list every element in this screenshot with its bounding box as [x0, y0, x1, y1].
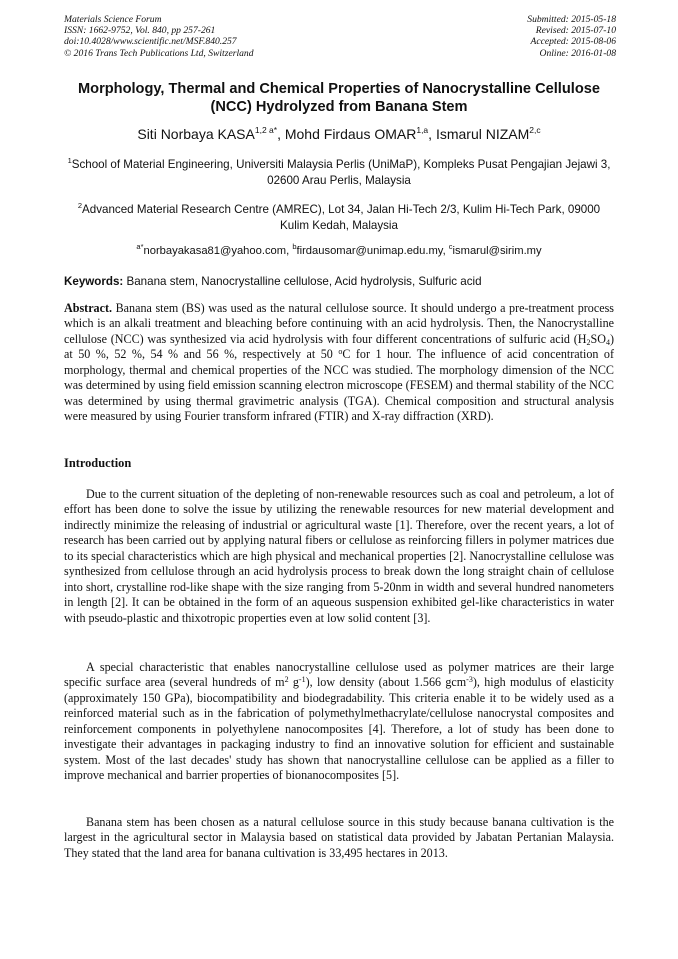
author-separator: , — [277, 126, 285, 142]
author-affiliation-mark: 1,2 a* — [254, 125, 278, 135]
author-name: Mohd Firdaus OMAR — [284, 126, 417, 142]
subscript: 4 — [605, 337, 610, 347]
journal-issn: ISSN: 1662-9752, Vol. 840, pp 257-261 — [64, 25, 216, 37]
author-separator: , — [428, 126, 436, 142]
abstract-text: Banana stem (BS) was used as the natural cellulose source. It should undergo a pre-treatment process which is an alkali treatment and bleaching before continuing with an acid hydrolysis. Then, the Nanocrystalline cellulose (NCC) was synthesized via acid hydrolysis with four different concentrations of sulfuric acid (H — [64, 301, 614, 346]
paper-title: Morphology, Thermal and Chemical Properties of Nanocrystalline Cellulose (NCC) Hydrolyzed from Banana Stem — [78, 81, 600, 115]
subscript: 2 — [586, 337, 591, 347]
superscript: o — [338, 347, 343, 357]
affiliation-text: Advanced Material Research Centre (AMREC), Lot 34, Jalan Hi-Tech 2/3, Kulim Hi-Tech Park, 09000 Kulim Kedah, Malaysia — [82, 203, 601, 232]
intro-paragraph-3: Banana stem has been chosen as a natural cellulose source in this study because banana cultivation is the largest in the agricultural sector in Malaysia based on statistical data provided by Jabatan Pertanian Malaysia. They stated that the land area for banana cultivation is 33,495 hectares in 2013. — [64, 815, 614, 860]
journal-name: Materials Science Forum — [64, 14, 162, 25]
affiliation-2 — [64, 202, 614, 234]
abstract-text: ) at 50 %, 52 %, 54 % and 56 %, respectively at 50 — [64, 331, 614, 362]
abstract-label: Abstract. — [64, 301, 113, 315]
date-revised: Revised: 2015-07-10 — [535, 25, 616, 37]
keywords-label: Keywords: — [64, 275, 124, 288]
email-address[interactable]: norbayakasa81@yahoo.com — [143, 245, 287, 257]
author-name: Ismarul NIZAM — [435, 126, 530, 142]
date-submitted: Submitted: 2015-05-18 — [527, 14, 616, 25]
email-separator: , — [286, 245, 293, 257]
author-affiliation-mark: 1,a — [416, 125, 429, 135]
email-separator: , — [442, 245, 449, 257]
abstract-text: SO — [590, 331, 606, 346]
author-affiliation-mark: 2,c — [529, 125, 541, 135]
journal-copyright: © 2016 Trans Tech Publications Ltd, Switzerland — [64, 47, 254, 59]
superscript: -3 — [466, 675, 473, 685]
email-mark: b — [292, 242, 297, 251]
paragraph-text: ), high modulus of elasticity (approximately 150 GPa), biocompatibility and biodegradability. This criteria enable it to be widely used as a reinforced material such as in the fabrication of polymethylmethacrylate/cellulose nanocrystal composites and reinforcement components in polyethylene nanocomposites [4]. Therefore, a lot of study has been done to investigate their advantages in packaging industry to find an innovative solution for efficient and sustainable system. Most of the last decades' study has shown that nanocrystalline cellulose can be applied as a filler to improve mechanical and barrier properties of bionanocomposites [5]. — [64, 675, 615, 783]
affiliation-mark: 1 — [67, 156, 72, 165]
affiliation-1 — [64, 157, 614, 189]
abstract — [64, 301, 614, 425]
keywords — [64, 274, 614, 289]
paragraph-text: g — [288, 675, 299, 690]
submission-dates — [527, 14, 616, 59]
keywords-text: Banana stem, Nanocrystalline cellulose, Acid hydrolysis, Sulfuric acid — [123, 275, 482, 288]
section-heading-introduction: Introduction — [64, 456, 132, 470]
date-accepted: Accepted: 2015-08-06 — [530, 36, 616, 48]
email-list — [64, 244, 614, 259]
author-list — [64, 125, 614, 143]
abstract-text: C for 1 hour. The influence of acid concentration of morphology, thermal and chemical properties of the NCC was studied. The morphology dimension of the NCC was determined by using field emission scanning electron microscope (FESEM) and thermal stability of the NCC was determined by using thermal gravimetric analysis (TGA). Chemical composition and structural analysis were measured by using Fourier transform infrared (FTIR) and X-ray diffraction (XRD). — [64, 347, 614, 424]
email-address[interactable]: ismarul@sirim.my — [452, 245, 542, 257]
journal-info — [64, 14, 254, 59]
journal-doi: doi:10.4028/www.scientific.net/MSF.840.257 — [64, 36, 237, 48]
paragraph-text: A special characteristic that enables nanocrystalline cellulose used as polymer matrices are their large specific surface area (several hundreds of m — [64, 660, 614, 690]
paragraph-text: ), low density (about 1.566 gcm — [305, 675, 467, 690]
email-address[interactable]: firdausomar@unimap.edu.my — [296, 245, 443, 257]
intro-paragraph-2 — [64, 660, 614, 784]
superscript: -1 — [298, 675, 306, 685]
author-name: Siti Norbaya KASA — [137, 126, 255, 142]
affiliation-text: School of Material Engineering, Universiti Malaysia Perlis (UniMaP), Kompleks Pusat Pengajian Jejawi 3, 02600 Arau Perlis, Malaysia — [71, 158, 611, 187]
email-mark: c — [448, 242, 453, 251]
date-online: Online: 2016-01-08 — [539, 47, 616, 59]
affiliation-mark: 2 — [77, 201, 83, 210]
superscript: 2 — [284, 675, 289, 685]
intro-paragraph-1: Due to the current situation of the depleting of non-renewable resources such as coal and petroleum, a lot of effort has been done to solve the issue by utilizing the renewable resources for new material development and indirectly minimize the releasing of industrial or agricultural waste [1]. Therefore, over the recent years, a lot of research has been carried out by applying natural fibers or cellulose as reinforcing fillers in polymer matrices due to its special characteristics which are high physical and mechanical properties [2]. Nanocrystalline cellulose was synthesized from cellulose through an acid hydrolysis process to break down the long straight chain of cellulose into short, crystalline rod-like shape with the size ranging from 5-20nm in width and several hundred nanometers in length [2]. It can be obtained in the form of an aqueous suspension exhibited gel-like characteristics in water with pseudo-plastic and thixotropic properties even at low solid content [3]. — [64, 487, 614, 625]
email-mark: a* — [136, 242, 144, 251]
